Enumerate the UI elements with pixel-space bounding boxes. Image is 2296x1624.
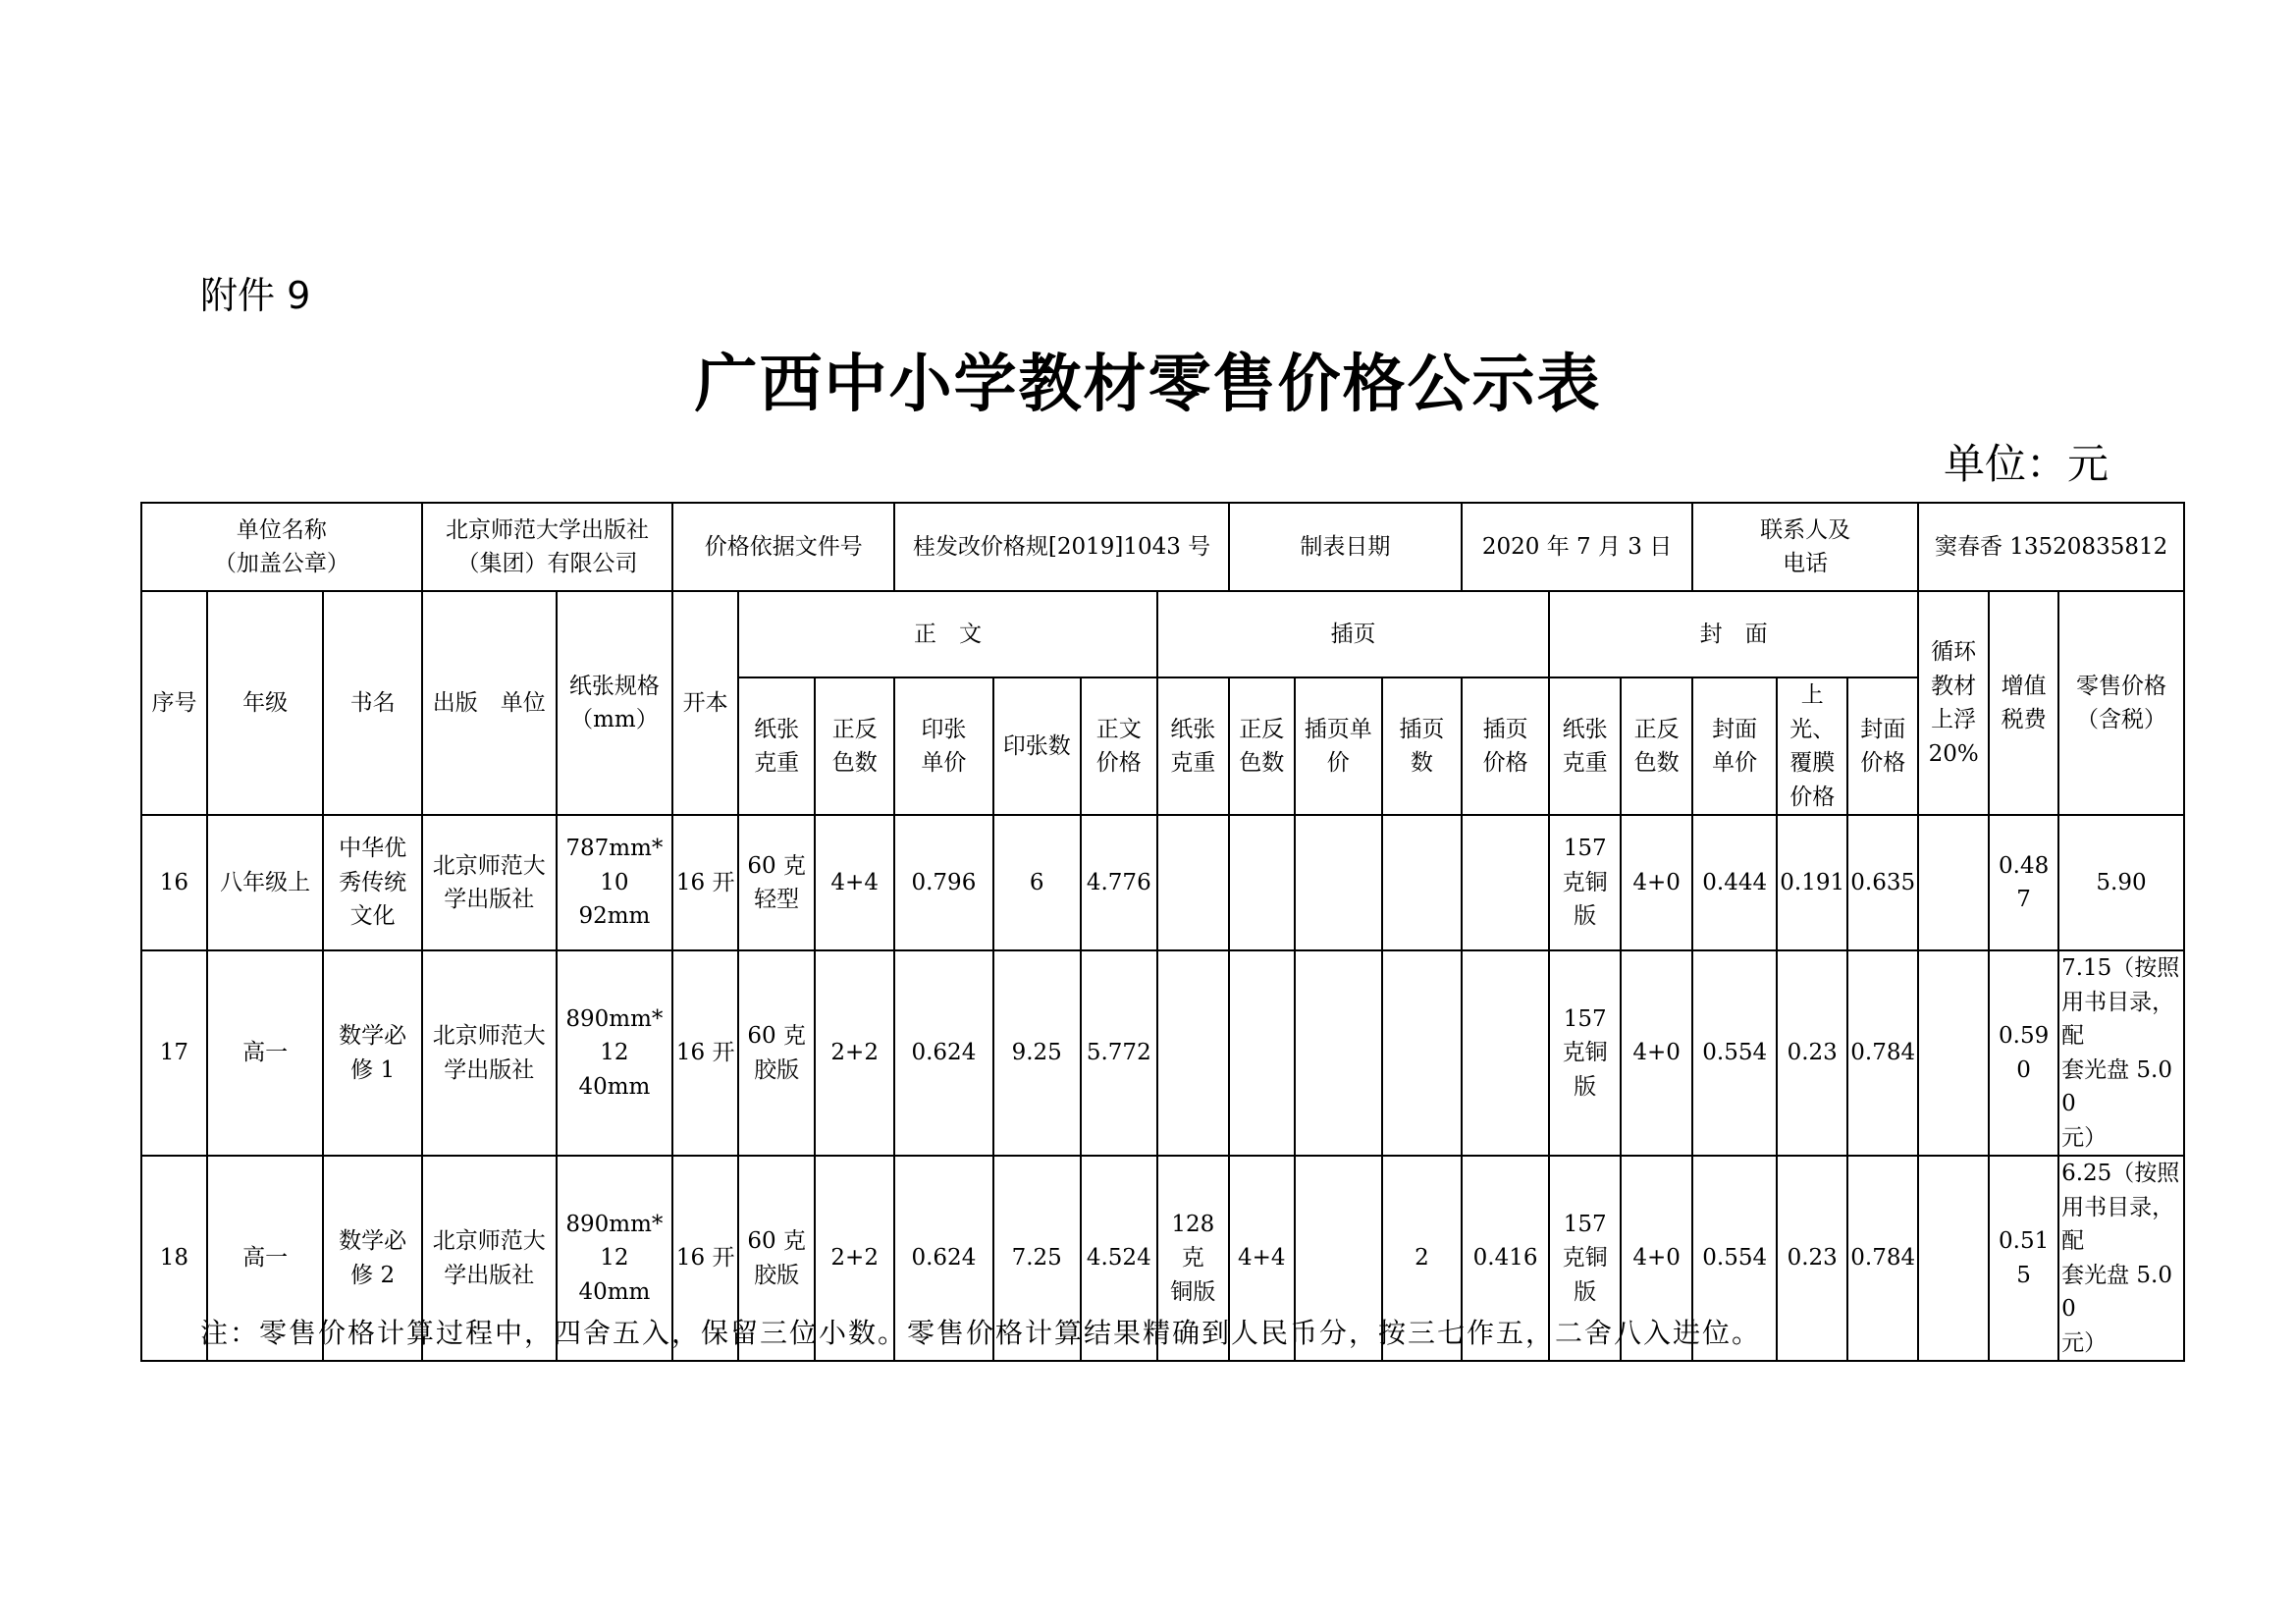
cell-format: 16 开: [672, 815, 738, 950]
cell-cover-unit-price: 0.554: [1692, 1156, 1777, 1361]
header-insert-unit-price: 插页单 价: [1295, 677, 1382, 815]
header-cover-colors: 正反 色数: [1621, 677, 1692, 815]
header-insert-group: 插页: [1157, 591, 1549, 677]
cell-retail: 7.15（按照 用书目录，配 套光盘 5.00 元）: [2058, 950, 2184, 1156]
header-insert-count: 插页 数: [1382, 677, 1462, 815]
cell-text-sheet-price: 0.624: [894, 1156, 992, 1361]
cell-cover-coating: 0.23: [1777, 950, 1847, 1156]
header-insert-price: 插页 价格: [1462, 677, 1549, 815]
cell-retail: 6.25（按照 用书目录，配 套光盘 5.00 元）: [2058, 1156, 2184, 1361]
header-insert-paper: 纸张 克重: [1157, 677, 1229, 815]
cell-book: 数学必 修 1: [323, 950, 421, 1156]
cell-text-price: 5.772: [1081, 950, 1157, 1156]
cell-cover-paper: 157 克铜 版: [1549, 815, 1621, 950]
header-grade: 年级: [207, 591, 324, 815]
info-row: [141, 503, 2184, 591]
cell-insert-colors: 4+4: [1229, 1156, 1295, 1361]
cell-book: 数学必 修 2: [323, 1156, 421, 1361]
cell-seq: 16: [141, 815, 207, 950]
cell-publisher: 北京师范大 学出版社: [422, 950, 557, 1156]
cell-cover-price: 0.784: [1847, 1156, 1918, 1361]
header-retail: 零售价格 （含税）: [2058, 591, 2184, 815]
cell-cover-colors: 4+0: [1621, 815, 1692, 950]
header-format: 开本: [672, 591, 738, 815]
cell-publisher: 北京师范大 学出版社: [422, 815, 557, 950]
header-cover-price: 封面 价格: [1847, 677, 1918, 815]
footnote: 注：零售价格计算过程中，四舍五入，保留三位小数。零售价格计算结果精确到人民币分，按三七作五，二舍八入进位。: [200, 1317, 1762, 1349]
cell-cover-coating: 0.23: [1777, 1156, 1847, 1361]
cell-insert-paper: [1157, 815, 1229, 950]
cell-format: 16 开: [672, 1156, 738, 1361]
cell-publisher: 北京师范大 学出版社: [422, 1156, 557, 1361]
cell-insert-count: [1382, 815, 1462, 950]
contact-value: 窦春香 13520835812: [1918, 503, 2184, 591]
cell-recycle: [1918, 1156, 1989, 1361]
cell-recycle: [1918, 950, 1989, 1156]
header-text-paper: 纸张 克重: [738, 677, 815, 815]
cell-cover-unit-price: 0.444: [1692, 815, 1777, 950]
cell-insert-price: [1462, 950, 1549, 1156]
cell-grade: 八年级上: [207, 815, 324, 950]
cell-cover-paper: 157 克铜 版: [1549, 950, 1621, 1156]
header-seq: 序号: [141, 591, 207, 815]
cell-text-sheets: 6: [993, 815, 1081, 950]
cell-cover-paper: 157 克铜 版: [1549, 1156, 1621, 1361]
cell-text-price: 4.776: [1081, 815, 1157, 950]
cell-insert-paper: [1157, 950, 1229, 1156]
cell-insert-colors: [1229, 815, 1295, 950]
page-title: 广西中小学教材零售价格公示表: [694, 349, 1602, 421]
cell-cover-colors: 4+0: [1621, 950, 1692, 1156]
header-cover-coating: 上光、 覆膜 价格: [1777, 677, 1847, 815]
unit-label: 单位：元: [1944, 440, 2109, 488]
cell-grade: 高一: [207, 1156, 324, 1361]
cell-cover-unit-price: 0.554: [1692, 950, 1777, 1156]
cell-cover-coating: 0.191: [1777, 815, 1847, 950]
header-publisher: 出版 单位: [422, 591, 557, 815]
cell-text-sheets: 9.25: [993, 950, 1081, 1156]
date-value: 2020 年 7 月 3 日: [1462, 503, 1692, 591]
date-label: 制表日期: [1229, 503, 1462, 591]
cell-text-price: 4.524: [1081, 1156, 1157, 1361]
attachment-label: 附件 9: [200, 274, 311, 317]
cell-cover-colors: 4+0: [1621, 1156, 1692, 1361]
unit-name-value: 北京师范大学出版社 （集团）有限公司: [422, 503, 672, 591]
basis-label: 价格依据文件号: [672, 503, 894, 591]
cell-paper-spec: 890mm*12 40mm: [557, 1156, 673, 1361]
cell-cover-price: 0.635: [1847, 815, 1918, 950]
cell-text-sheet-price: 0.624: [894, 950, 992, 1156]
cell-insert-price: 0.416: [1462, 1156, 1549, 1361]
header-text-price: 正文 价格: [1081, 677, 1157, 815]
table-row: [141, 815, 2184, 950]
header-row-1: [141, 591, 2184, 677]
header-text-sheet-price: 印张 单价: [894, 677, 992, 815]
header-vat: 增值 税费: [1989, 591, 2058, 815]
unit-name-label: 单位名称 （加盖公章）: [141, 503, 422, 591]
cell-insert-unit-price: [1295, 950, 1382, 1156]
cell-format: 16 开: [672, 950, 738, 1156]
cell-text-sheet-price: 0.796: [894, 815, 992, 950]
cell-book: 中华优 秀传统 文化: [323, 815, 421, 950]
cell-cover-price: 0.784: [1847, 950, 1918, 1156]
cell-insert-unit-price: [1295, 815, 1382, 950]
cell-insert-count: [1382, 950, 1462, 1156]
cell-vat: 0.590: [1989, 950, 2058, 1156]
cell-text-paper: 60 克 胶版: [738, 1156, 815, 1361]
header-text-group: 正 文: [738, 591, 1157, 677]
cell-retail: 5.90: [2058, 815, 2184, 950]
cell-text-sheets: 7.25: [993, 1156, 1081, 1361]
cell-paper-spec: 787mm*10 92mm: [557, 815, 673, 950]
cell-grade: 高一: [207, 950, 324, 1156]
header-cover-group: 封 面: [1549, 591, 1918, 677]
cell-text-paper: 60 克 胶版: [738, 950, 815, 1156]
cell-text-colors: 2+2: [815, 950, 894, 1156]
cell-text-paper: 60 克 轻型: [738, 815, 815, 950]
cell-insert-colors: [1229, 950, 1295, 1156]
cell-seq: 17: [141, 950, 207, 1156]
basis-value: 桂发改价格规[2019]1043 号: [894, 503, 1229, 591]
header-text-colors: 正反 色数: [815, 677, 894, 815]
cell-insert-price: [1462, 815, 1549, 950]
header-cover-paper: 纸张 克重: [1549, 677, 1621, 815]
header-paper-spec: 纸张规格 （mm）: [557, 591, 673, 815]
price-table: [140, 502, 2185, 1362]
cell-text-colors: 2+2: [815, 1156, 894, 1361]
contact-label: 联系人及 电话: [1692, 503, 1918, 591]
header-text-sheets: 印张数: [993, 677, 1081, 815]
cell-insert-count: 2: [1382, 1156, 1462, 1361]
header-book: 书名: [323, 591, 421, 815]
cell-paper-spec: 890mm*12 40mm: [557, 950, 673, 1156]
cell-insert-paper: 128 克 铜版: [1157, 1156, 1229, 1361]
cell-recycle: [1918, 815, 1989, 950]
cell-seq: 18: [141, 1156, 207, 1361]
cell-text-colors: 4+4: [815, 815, 894, 950]
cell-vat: 0.515: [1989, 1156, 2058, 1361]
header-recycle: 循环 教材 上浮 20%: [1918, 591, 1989, 815]
header-cover-unit-price: 封面 单价: [1692, 677, 1777, 815]
header-insert-colors: 正反 色数: [1229, 677, 1295, 815]
table-row: [141, 950, 2184, 1156]
cell-vat: 0.487: [1989, 815, 2058, 950]
